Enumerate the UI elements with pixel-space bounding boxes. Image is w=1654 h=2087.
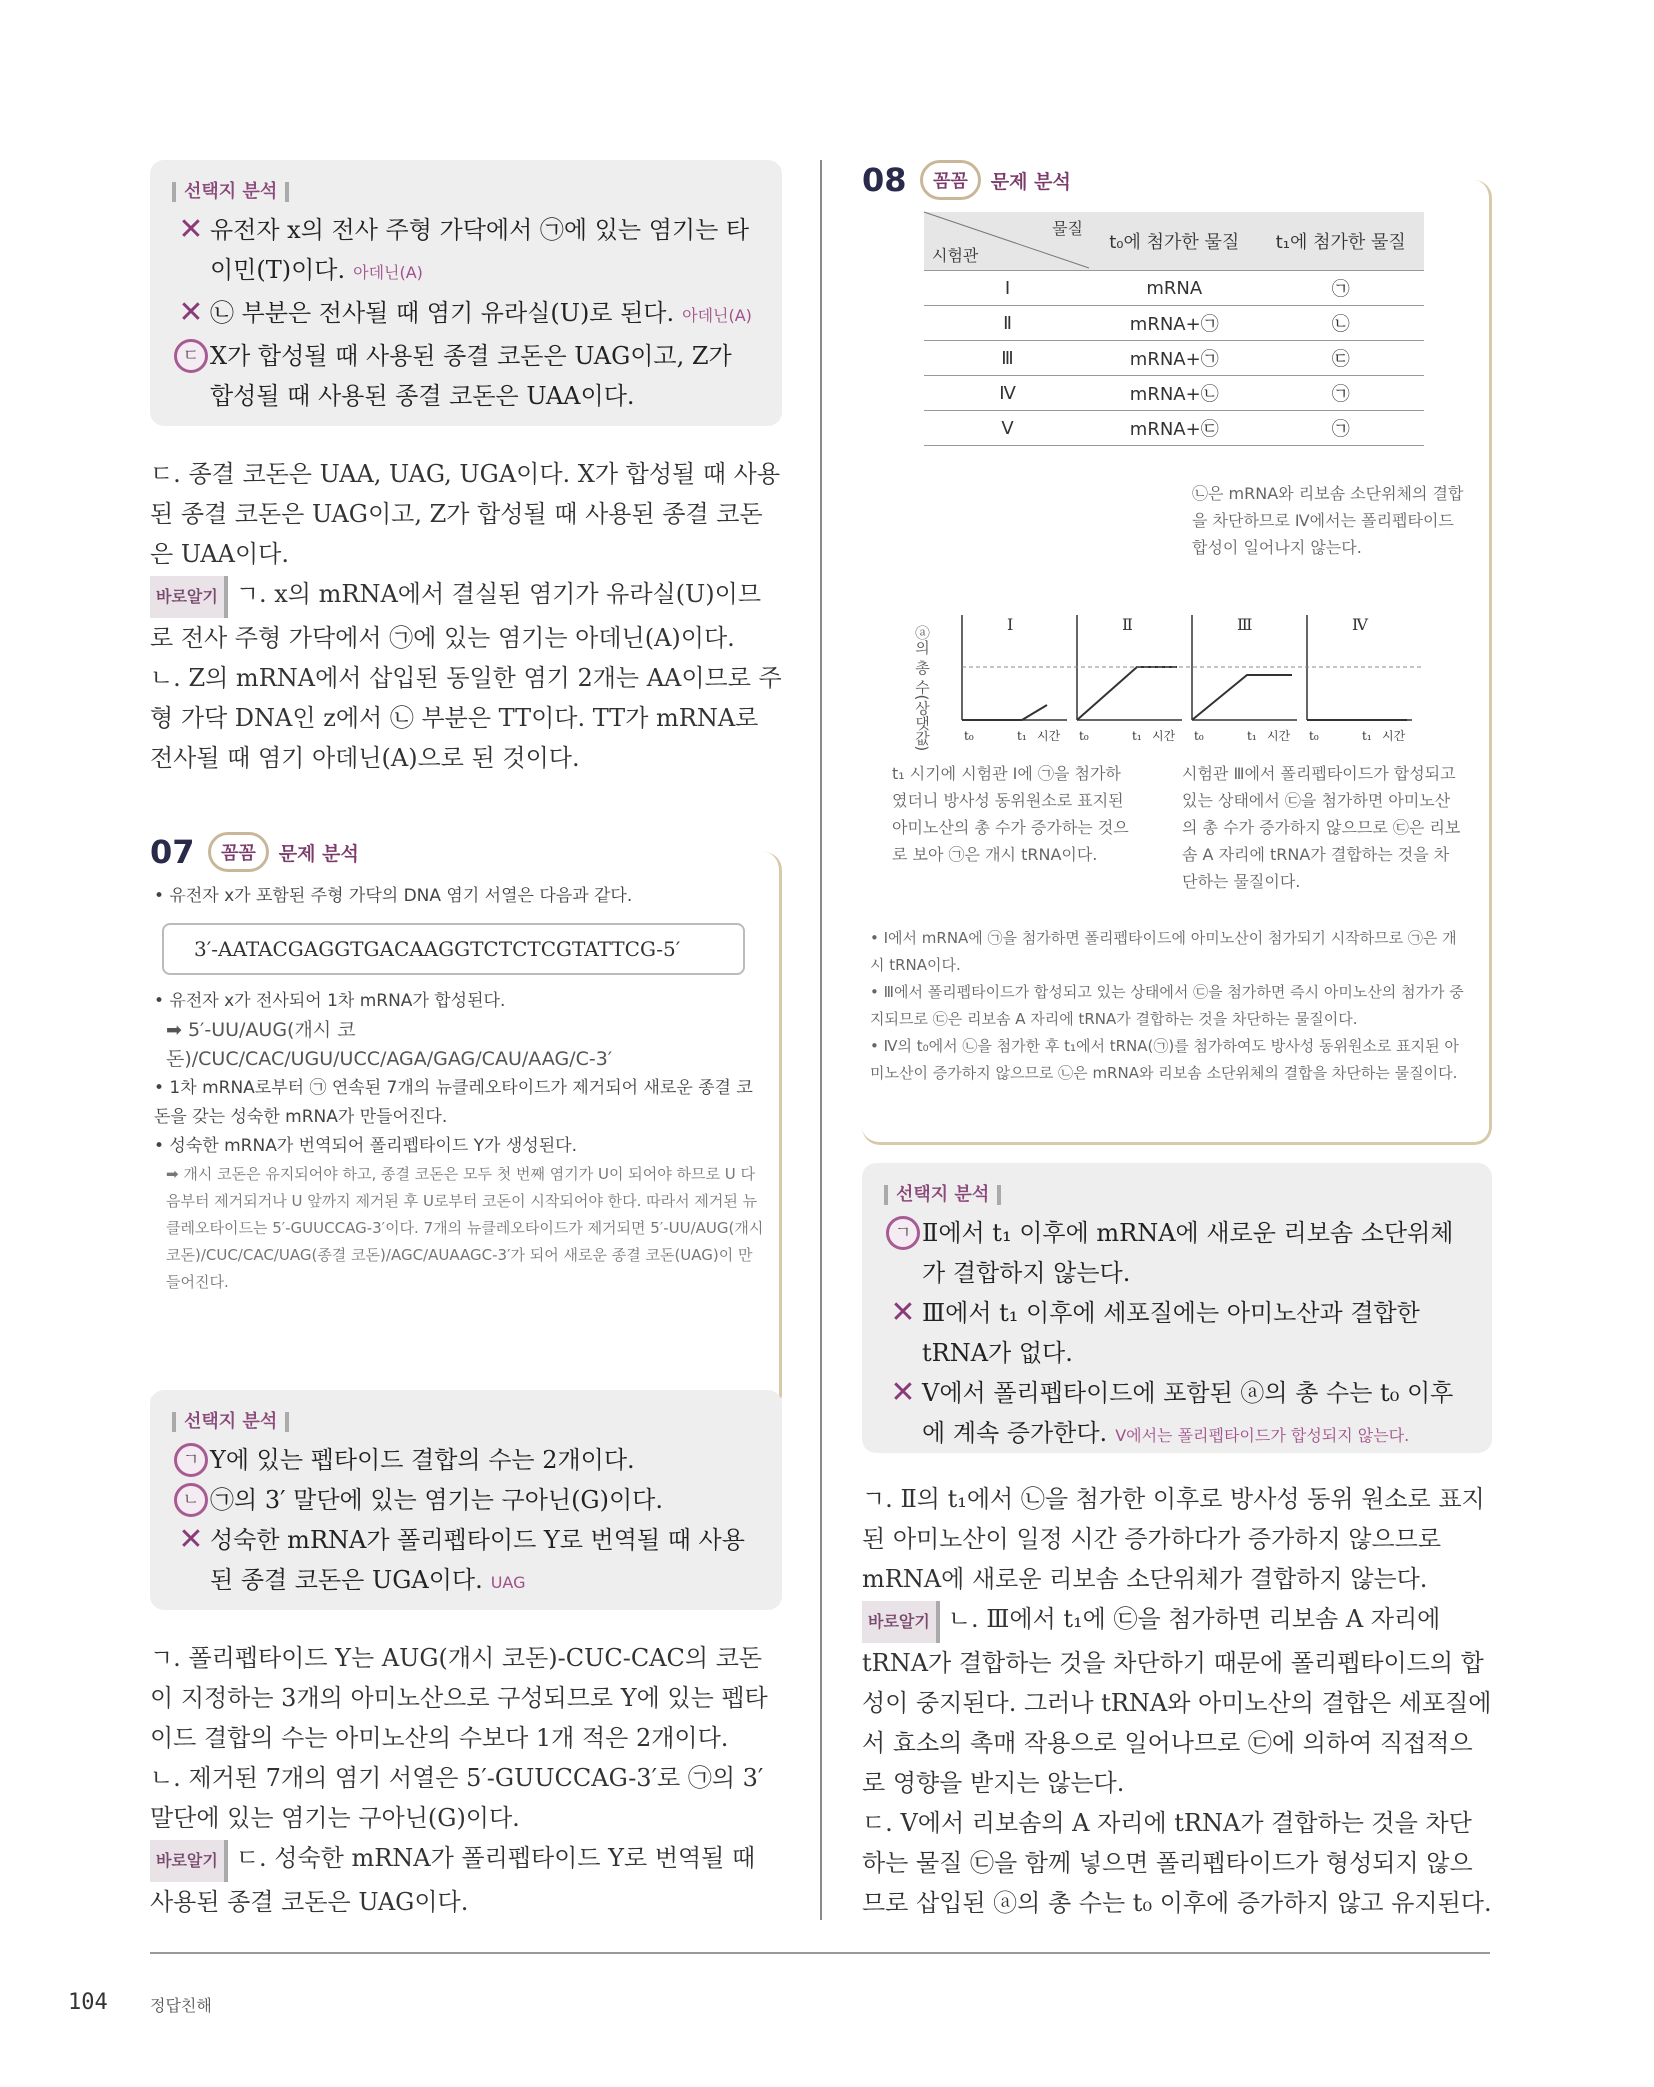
table-row: Ⅴ mRNA+㉢ ㉠ xyxy=(924,411,1424,446)
choice-item xyxy=(172,336,760,416)
question-number: 08 xyxy=(862,161,907,199)
choice-item xyxy=(172,210,760,293)
svg-text:t₁: t₁ xyxy=(1362,729,1372,743)
graph-panel-label: Ⅱ xyxy=(1122,615,1133,634)
choice-analysis-tag: 선택지 분석 xyxy=(884,1185,1001,1205)
page-number: 104 xyxy=(68,1990,108,2015)
q08-correction-2: ㄷ. Ⅴ에서 리보솜의 A 자리에 tRNA가 결합하는 것을 차단하는 물질 ㉢을 함께 넣으면 폴리펩타이드가 형성되지 않으므로 삽입된 ⓐ의 총 수는 t₀ 이후에 증가하지 않고 유지된다. xyxy=(862,1809,1492,1917)
choice-item xyxy=(172,1520,760,1603)
choice-text: Y에 있는 펩타이드 결합의 수는 2개이다. xyxy=(210,1446,635,1474)
q06-correction-2: ㄴ. Z의 mRNA에서 삽입된 동일한 염기 2개는 AA이므로 주형 가닥 DNA인 z에서 ㉡ 부분은 TT이다. TT가 mRNA로 전사될 때 염기 아데닌(A)으로 된 것이다. xyxy=(150,664,782,772)
q07-bullet-2: • 유전자 x가 전사되어 1차 mRNA가 합성된다. xyxy=(154,991,506,1011)
q07-correction: 바로알기 ㄷ. 성숙한 mRNA가 폴리펩타이드 Y로 번역될 때 사용된 종결 코돈은 UAG이다. xyxy=(150,1838,782,1922)
q07-bullet-2-sub: ➡ 5′-UU/AUG(개시 코돈)/CUC/CAC/UGU/UCC/AGA/GAG/CAU/AAG/C-3′ xyxy=(166,1019,613,1070)
graph-line xyxy=(962,705,1047,720)
graph-panel-label: Ⅲ xyxy=(1237,615,1253,634)
choice-text: 유전자 x의 전사 주형 가닥에서 ㉠에 있는 염기는 타이민(T)이다. 아데닌(A) xyxy=(210,216,750,284)
table-row: Ⅰ mRNA ㉠ xyxy=(924,271,1424,306)
svg-text:t₀: t₀ xyxy=(1309,729,1319,743)
q08-choice-analysis xyxy=(862,1163,1492,1453)
choice-text: ㉠의 3′ 말단에 있는 염기는 구아닌(G)이다. xyxy=(210,1486,663,1514)
graph-panel-label: Ⅰ xyxy=(1007,615,1014,634)
q08-analysis-frame xyxy=(862,180,1492,1145)
q07-choice-analysis xyxy=(150,1390,782,1610)
q07-bullet-3: • 1차 mRNA로부터 ㉠ 연속된 7개의 뉴클레오타이드가 제거되어 새로운 종결 코돈을 갖는 성숙한 mRNA가 만들어진다. xyxy=(154,1078,753,1127)
correct-mark-icon: ㄱ xyxy=(884,1216,922,1250)
svg-text:t₀: t₀ xyxy=(964,729,974,743)
choice-text: Ⅲ에서 t₁ 이후에 세포질에는 아미노산과 결합한 tRNA가 없다. xyxy=(922,1299,1420,1367)
svg-text:t₁: t₁ xyxy=(1017,729,1027,743)
correct-mark-icon: ㄴ xyxy=(172,1483,210,1517)
q07-bullet-4: • 성숙한 mRNA가 번역되어 폴리펩타이드 Y가 생성된다. xyxy=(154,1136,577,1156)
svg-text:시간: 시간 xyxy=(1037,729,1061,743)
choice-item xyxy=(172,293,760,336)
table-header-t0: t₀에 첨가한 물질 xyxy=(1091,212,1258,271)
choice-item xyxy=(884,1293,1470,1373)
q08-bullet-2: • Ⅲ에서 폴리펩타이드가 합성되고 있는 상태에서 ㉢을 첨가하면 즉시 아미노산의 첨가가 중지되므로 ㉢은 리보솜 A 자리에 tRNA가 결합하는 것을 차단하는 물질이다. xyxy=(870,983,1464,1028)
q07-bullet-4-sub: ➡ 개시 코돈은 유지되어야 하고, 종결 코돈은 모두 첫 번째 염기가 U이 되어야 하므로 U 다음부터 제거되거나 U 앞까지 제거된 후 U로부터 코돈이 시작되어야 한다. 따라서 제거된 뉴클레오타이드는 5′-GUUCCAG-3′이다. 7개의 뉴클레오타이드가 제거되면 5′-UU/AUG(개시 코돈)/CUC/CAC/UAG(종결 코돈)/AGC/AUAAGC-3′가 되어 새로운 종결 코돈(UAG)이 만들어진다. xyxy=(166,1165,764,1291)
annotation-top: ㉡은 mRNA와 리보솜 소단위체의 결합을 차단하므로 Ⅳ에서는 폴리펩타이드 합성이 일어나지 않는다. xyxy=(1192,484,1464,557)
footer-label: 정답친해 xyxy=(150,1996,212,2015)
radioactivity-graph xyxy=(913,605,1422,755)
choice-text: ㉡ 부분은 전사될 때 염기 유라실(U)로 된다. 아데닌(A) xyxy=(210,299,752,327)
q06-choice-analysis xyxy=(150,160,782,426)
problem-analysis-title: 문제 분석 xyxy=(278,842,359,865)
choice-text: Ⅱ에서 t₁ 이후에 mRNA에 새로운 리보솜 소단위체가 결합하지 않는다. xyxy=(922,1219,1454,1287)
right-column xyxy=(862,160,1492,1923)
choice-text: 성숙한 mRNA가 폴리펩타이드 Y로 번역될 때 사용된 종결 코돈은 UGA이다. UAG xyxy=(210,1526,745,1594)
q06-correction-1: 바로알기 ㄱ. x의 mRNA에서 결실된 염기가 유라실(U)이므로 전사 주형 가닥에서 ㉠에 있는 염기는 아데닌(A)이다. xyxy=(150,574,782,658)
table-row: Ⅲ mRNA+㉠ ㉢ xyxy=(924,341,1424,376)
wrong-mark-icon: ✕ xyxy=(178,1522,204,1557)
q07-explanation-1: ㄱ. 폴리펩타이드 Y는 AUG(개시 코돈)-CUC-CAC의 코돈이 지정하는 3개의 아미노산으로 구성되므로 Y에 있는 펩타이드 결합의 수는 아미노산의 수보다 1개 적은 2개이다. xyxy=(150,1644,768,1752)
annotation-left: t₁ 시기에 시험관 Ⅰ에 ㉠을 첨가하였더니 방사성 동위원소로 표지된 아미노산의 총 수가 증가하는 것으로 보아 ㉠은 개시 tRNA이다. xyxy=(892,764,1129,864)
q07-bullet-1: • 유전자 x가 포함된 주형 가닥의 DNA 염기 서열은 다음과 같다. xyxy=(154,886,633,906)
left-column xyxy=(150,160,782,1916)
svg-text:시간: 시간 xyxy=(1267,729,1291,743)
question-number: 07 xyxy=(150,833,195,871)
choice-analysis-tag: 선택지 분석 xyxy=(172,182,289,202)
wrong-mark-icon: ✕ xyxy=(890,1375,916,1410)
wrong-mark-icon: ✕ xyxy=(890,1295,916,1330)
correct-mark-icon: ㄷ xyxy=(172,339,210,373)
q06-explanation: ㄷ. 종결 코돈은 UAA, UAG, UGA이다. X가 합성될 때 사용된 종결 코돈은 UAG이고, Z가 합성될 때 사용된 종결 코돈은 UAA이다. xyxy=(150,460,781,568)
choice-analysis-tag: 선택지 분석 xyxy=(172,1412,289,1432)
pill-badge: 꼼꼼 xyxy=(920,160,981,200)
table-corner-header: 물질 시험관 xyxy=(924,212,1091,271)
choice-note: 아데닌(A) xyxy=(682,306,752,325)
annotation-right: 시험관 Ⅲ에서 폴리펩타이드가 합성되고 있는 상태에서 ㉢을 첨가하면 아미노산의 총 수가 증가하지 않으므로 ㉢은 리보솜 A 자리에 tRNA가 결합하는 것을 차단하는 물질이다. xyxy=(1182,764,1461,891)
graph-line xyxy=(1077,667,1177,720)
q08-bullet-1: • Ⅰ에서 mRNA에 ㉠을 첨가하면 폴리펩타이드에 아미노산이 첨가되기 시작하므로 ㉠은 개시 tRNA이다. xyxy=(870,929,1457,974)
svg-text:t₁: t₁ xyxy=(1132,729,1142,743)
svg-text:t₀: t₀ xyxy=(1194,729,1204,743)
svg-text:시간: 시간 xyxy=(1152,729,1176,743)
choice-item xyxy=(172,1480,760,1520)
q08-bullet-3: • Ⅳ의 t₀에서 ㉡을 첨가한 후 t₁에서 tRNA(㉠)를 첨가하여도 방사성 동위원소로 표지된 아미노산이 증가하지 않으므로 ㉡은 mRNA와 리보솜 소단위체의 결합을 차단하는 물질이다. xyxy=(870,1037,1459,1082)
table-row: Ⅱ mRNA+㉠ ㉡ xyxy=(924,306,1424,341)
choice-note: 아데닌(A) xyxy=(353,263,423,282)
wrong-mark-icon: ✕ xyxy=(178,295,204,330)
dna-sequence-box: 3′-AATACGAGGTGACAAGGTCTCTCGTATTCG-5′ xyxy=(162,923,745,975)
choice-item xyxy=(884,1373,1470,1456)
correct-mark-icon: ㄱ xyxy=(172,1443,210,1477)
graph-panel-label: Ⅳ xyxy=(1352,615,1368,634)
svg-text:t₀: t₀ xyxy=(1079,729,1089,743)
choice-item xyxy=(884,1213,1470,1293)
choice-note: Ⅴ에서는 폴리펩타이드가 합성되지 않는다. xyxy=(1115,1426,1410,1445)
table-header-t1: t₁에 첨가한 물질 xyxy=(1258,212,1425,271)
q07-analysis-frame xyxy=(150,852,782,1412)
choice-text: Ⅴ에서 폴리펩타이드에 포함된 ⓐ의 총 수는 t₀ 이후에 계속 증가한다. Ⅴ에서는 폴리펩타이드가 합성되지 않는다. xyxy=(922,1379,1454,1447)
choice-item xyxy=(172,1440,760,1480)
table-row: Ⅳ mRNA+㉡ ㉠ xyxy=(924,376,1424,411)
choice-note: UAG xyxy=(490,1573,526,1592)
svg-text:시간: 시간 xyxy=(1382,729,1406,743)
wrong-mark-icon: ✕ xyxy=(178,212,204,247)
q08-correction-1: 바로알기 ㄴ. Ⅲ에서 t₁에 ㉢을 첨가하면 리보솜 A 자리에 tRNA가 결합하는 것을 차단하기 때문에 폴리펩타이드의 합성이 중지된다. 그러나 tRNA와 아미노산의 결합은 세포질에서 효소의 촉매 작용으로 일어나므로 ㉢에 의하여 직접적으로 영향을 받지는 않는다. xyxy=(862,1599,1492,1803)
choice-text: X가 합성될 때 사용된 종결 코돈은 UAG이고, Z가 합성될 때 사용된 종결 코돈은 UAA이다. xyxy=(210,342,732,410)
correction-tag: 바로알기 xyxy=(862,1601,940,1643)
q08-explanation-1: ㄱ. Ⅱ의 t₁에서 ㉡을 첨가한 이후로 방사성 동위 원소로 표지된 아미노산이 일정 시간 증가하다가 증가하지 않으므로 mRNA에 새로운 리보솜 소단위체가 결합하지 않는다. xyxy=(862,1485,1485,1593)
correction-tag: 바로알기 xyxy=(150,1840,228,1882)
graph-line xyxy=(1192,675,1292,720)
problem-analysis-title: 문제 분석 xyxy=(990,170,1071,193)
experiment-table xyxy=(924,212,1424,446)
footer-rule xyxy=(150,1952,1490,1954)
svg-text:t₁: t₁ xyxy=(1247,729,1257,743)
column-divider xyxy=(820,160,822,1920)
graph-ylabel: ⓐ의 총 수(상댓값) xyxy=(913,625,931,752)
correction-tag: 바로알기 xyxy=(150,576,228,618)
pill-badge: 꼼꼼 xyxy=(208,832,269,872)
q07-explanation-2: ㄴ. 제거된 7개의 염기 서열은 5′-GUUCCAG-3′로 ㉠의 3′ 말단에 있는 염기는 구아닌(G)이다. xyxy=(150,1764,764,1832)
